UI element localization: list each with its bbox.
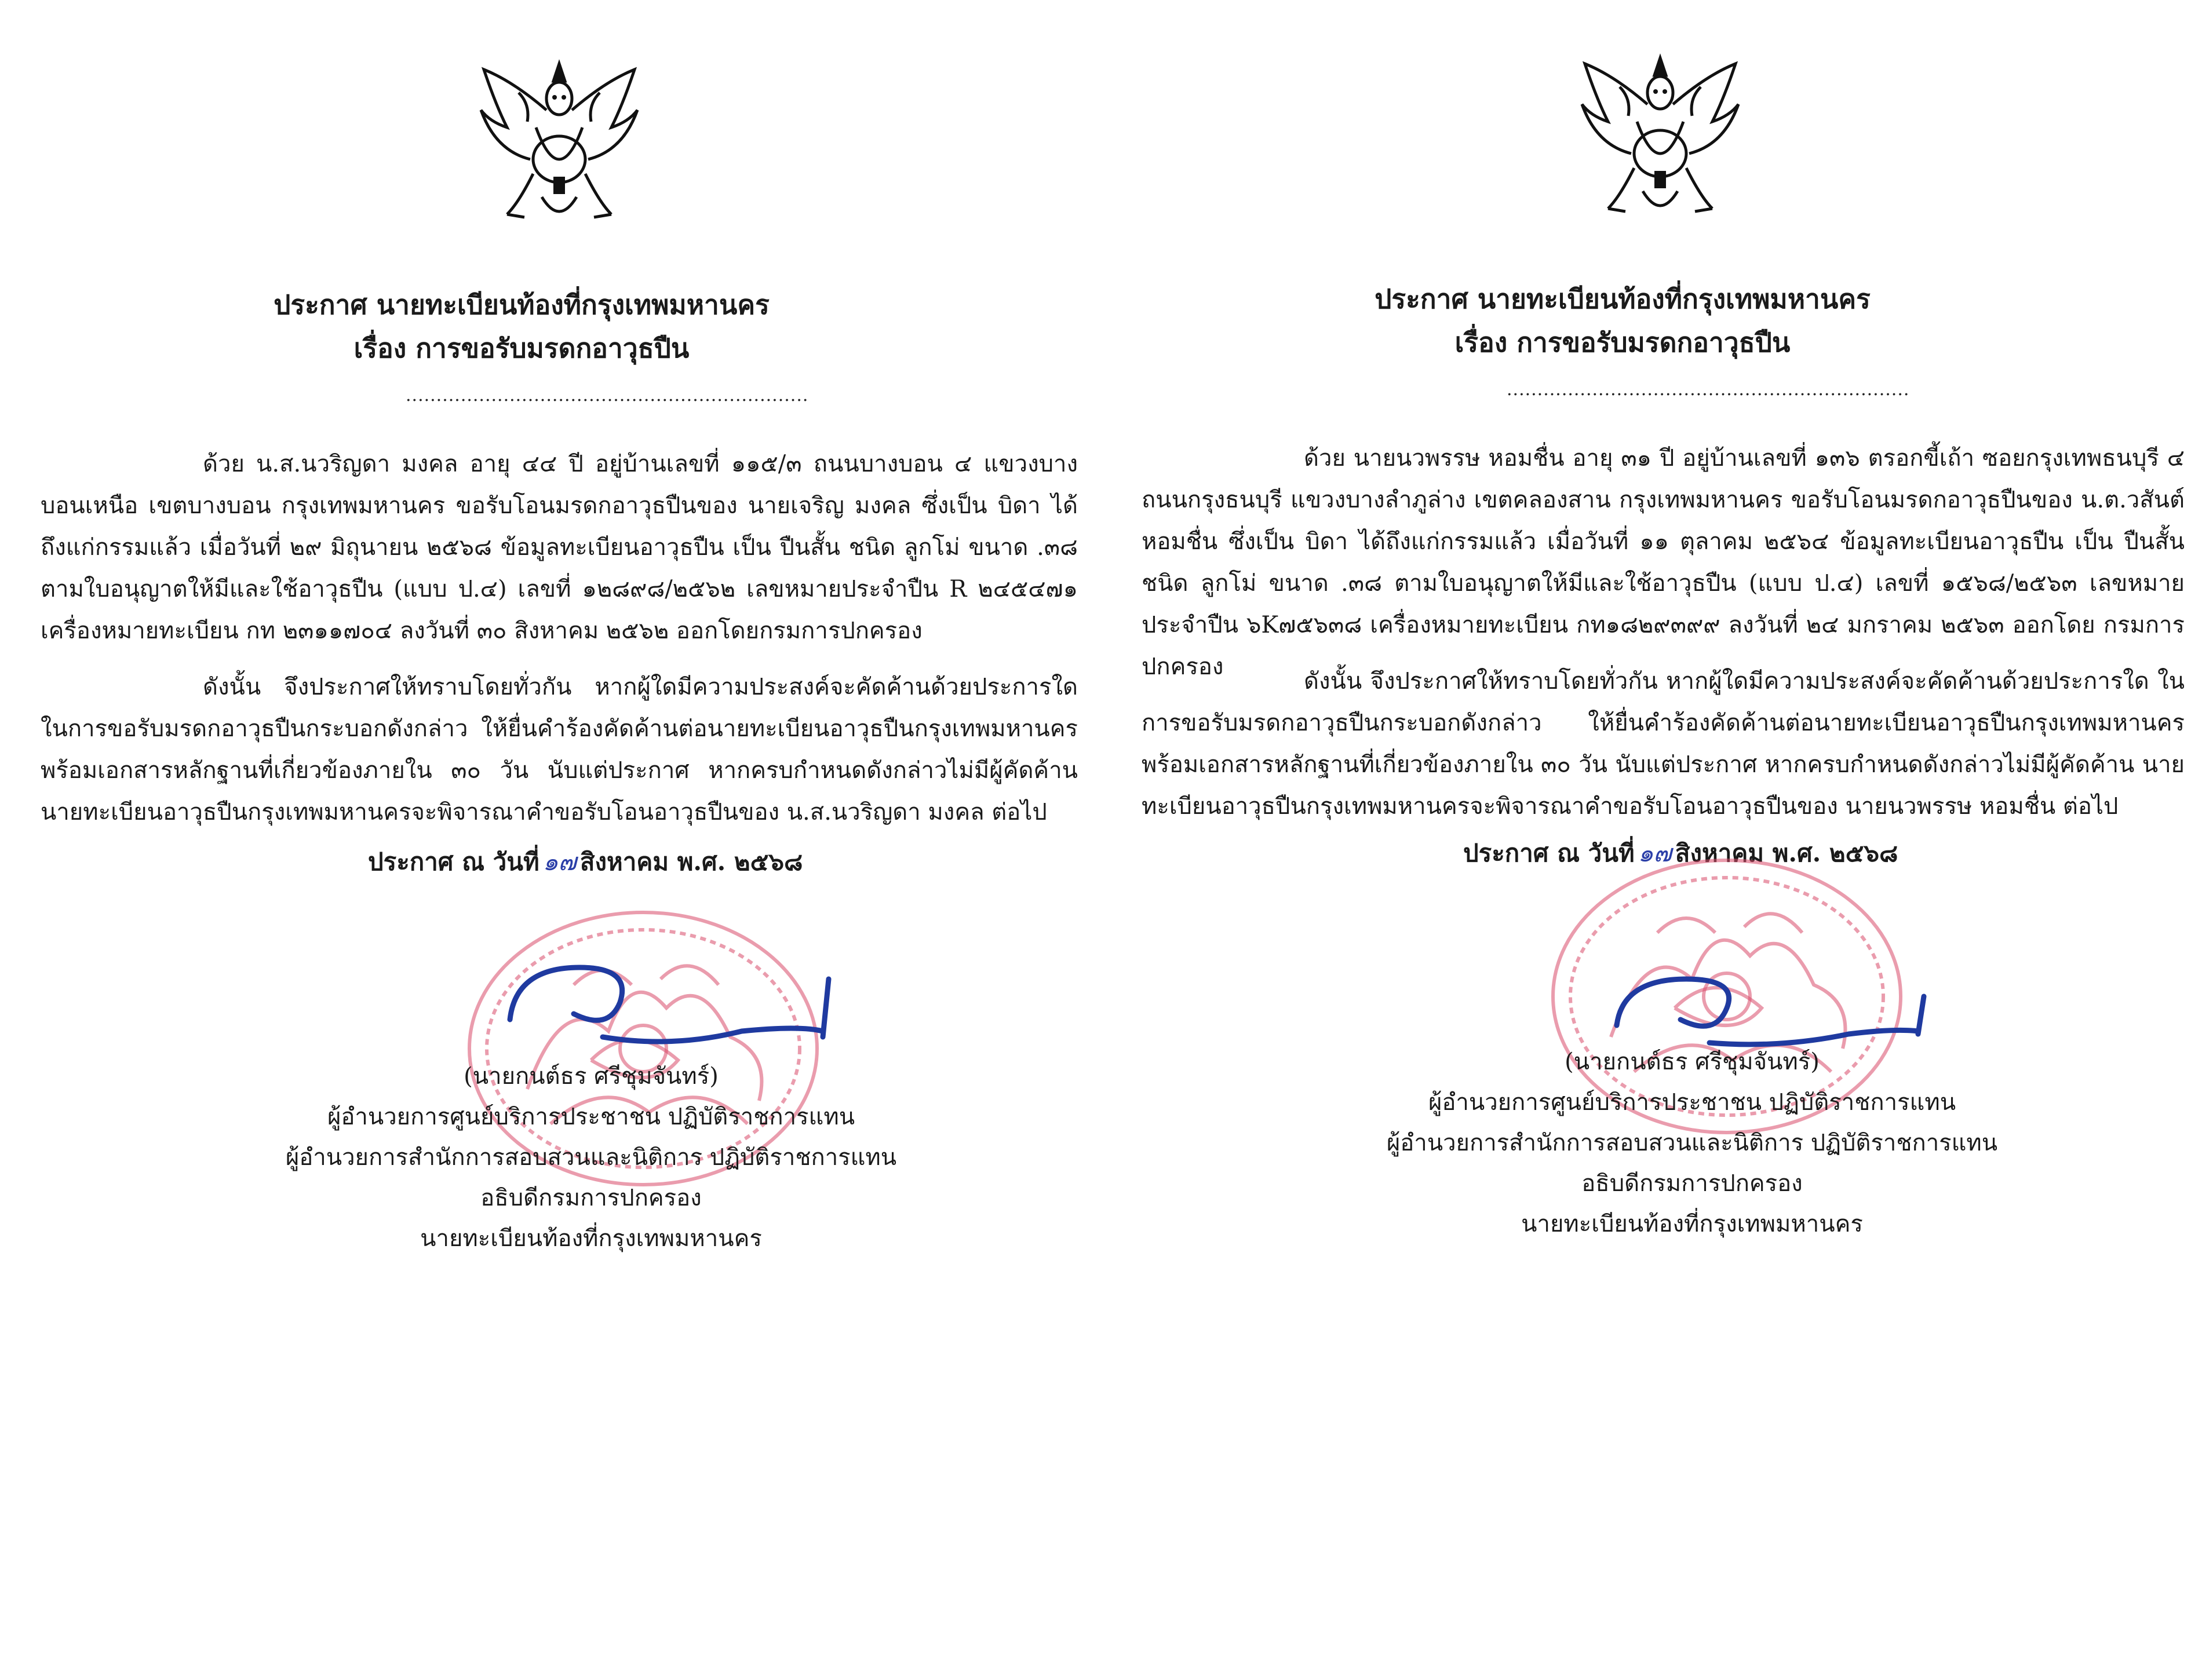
title-separator: ..................................................................: [406, 385, 809, 406]
paragraph-2-text: ดังนั้น จึงประกาศให้ทราบโดยทั่วกัน หากผู้ใดมีความประสงค์จะคัดค้านด้วยประการใด ในการขอรับมรดกอาวุธปืนกระบอกดังกล่าว ให้ยื่นคำร้องคัดค้านต่อนายทะเบียนอาวุธปืนกรุงเทพมหานคร พร้อมเอกสารหลักฐานที่เกี่ยวข้องภายใน ๓๐ วัน นับแต่ประกาศ หากครบกำหนดดังกล่าวไม่มีผู้คัดค้าน นายทะเบียนอาวุธปืนกรุงเทพมหานครจะพิจารณาคำขอรับโอนอาวุธปืนของ น.ส.นวริญดา มงคล ต่อไป: [41, 674, 1078, 826]
paragraph-2: [1142, 660, 2185, 827]
signer-position-2: ผู้อำนวยการสำนักการสอบสวนและนิติการ ปฏิบัติราชการแทน: [1386, 1130, 1998, 1156]
notice-title: ประกาศ นายทะเบียนท้องที่กรุงเทพมหานคร: [1375, 283, 1871, 315]
garuda-emblem-icon: [472, 58, 646, 232]
signer-position-4: นายทะเบียนท้องที่กรุงเทพมหานคร: [420, 1225, 762, 1252]
signer-position-1: ผู้อำนวยการศูนย์บริการประชาชน ปฏิบัติราชการแทน: [1428, 1089, 1956, 1116]
notice-right: [1101, 0, 2202, 1680]
announcement-date: [368, 843, 803, 881]
paragraph-1-text: ด้วย นายนวพรรษ หอมชื่น อายุ ๓๑ ปี อยู่บ้านเลขที่ ๑๓๖ ตรอกขี้เถ้า ซอยกรุงเทพธนบุรี ๔ ถนนกรุงธนบุรี แขวงบางลำภูล่าง เขตคลองสาน กรุงเทพมหานคร ขอรับโอนมรดกอาวุธปืนของ น.ต.วสันต์ หอมชื่น ซึ่งเป็น บิดา ได้ถึงแก่กรรมแล้ว เมื่อวันที่ ๑๑ ตุลาคม ๒๕๖๔ ข้อมูลทะเบียนอาวุธปืน เป็น ปืนสั้น ชนิด ลูกโม่ ขนาด .๓๘ ตามใบอนุญาตให้มีและใช้อาวุธปืน (แบบ ป.๔) เลขที่ ๑๕๖๘/๒๕๖๓ เลขหมายประจำปืน ๖K๗๕๖๓๘ เครื่องหมายทะเบียน กท๑๘๒๙๓๙๙ ลงวันที่ ๒๔ มกราคม ๒๕๖๓ ออกโดย กรมการปกครอง: [1142, 445, 2185, 680]
notice-title: ประกาศ นายทะเบียนท้องที่กรุงเทพมหานคร: [274, 289, 770, 320]
signer-position-3: อธิบดีกรมการปกครอง: [1581, 1170, 1803, 1197]
date-prefix: ประกาศ ณ วันที่: [368, 848, 539, 876]
signer-name: (นายกนต์ธร ศรีชุมจันทร์): [464, 1063, 719, 1090]
signer-name: (นายกนต์ธร ศรีชุมจันทร์): [1565, 1049, 1820, 1075]
date-day-handwritten: ๑๗: [542, 848, 577, 876]
paragraph-1: [1142, 437, 2185, 688]
date-suffix: สิงหาคม พ.ศ. ๒๕๖๘: [579, 848, 803, 876]
paragraph-2-text: ดังนั้น จึงประกาศให้ทราบโดยทั่วกัน หากผู้ใดมีความประสงค์จะคัดค้านด้วยประการใด ในการขอรับมรดกอาวุธปืนกระบอกดังกล่าว ให้ยื่นคำร้องคัดค้านต่อนายทะเบียนอาวุธปืนกรุงเทพมหานคร พร้อมเอกสารหลักฐานที่เกี่ยวข้องภายใน ๓๐ วัน นับแต่ประกาศ หากครบกำหนดดังกล่าวไม่มีผู้คัดค้าน นายทะเบียนอาวุธปืนกรุงเทพมหานครจะพิจารณาคำขอรับโอนอาวุธปืนของ นายนวพรรษ หอมชื่น ต่อไป: [1142, 668, 2185, 820]
handwritten-signature: [498, 950, 869, 1054]
date-prefix: ประกาศ ณ วันที่: [1463, 839, 1635, 867]
paragraph-1-text: ด้วย น.ส.นวริญดา มงคล อายุ ๔๔ ปี อยู่บ้านเลขที่ ๑๑๕/๓ ถนนบางบอน ๔ แขวงบางบอนเหนือ เขตบางบอน กรุงเทพมหานคร ขอรับโอนมรดกอาวุธปืนของ นายเจริญ มงคล ซึ่งเป็น บิดา ได้ถึงแก่กรรมแล้ว เมื่อวันที่ ๒๙ มิถุนายน ๒๕๖๘ ข้อมูลทะเบียนอาวุธปืน เป็น ปืนสั้น ชนิด ลูกโม่ ขนาด .๓๘ ตามใบอนุญาตให้มีและใช้อาวุธปืน (แบบ ป.๔) เลขที่ ๑๒๘๙๘/๒๕๖๒ เลขหมายประจำปืน R ๒๔๕๔๗๑ เครื่องหมายทะเบียน กท ๒๓๑๑๗๐๔ ลงวันที่ ๓๐ สิงหาคม ๒๕๖๒ ออกโดยกรมการปกครอง: [41, 451, 1078, 644]
notice-subject: เรื่อง การขอรับมรดกอาวุธปืน: [353, 333, 690, 364]
date-suffix: สิงหาคม พ.ศ. ๒๕๖๘: [1675, 839, 1898, 867]
paragraph-2: [41, 666, 1078, 833]
garuda-emblem-icon: [1573, 52, 1747, 226]
title-separator: ..................................................................: [1507, 379, 1910, 400]
date-day-handwritten: ๑๗: [1638, 839, 1672, 867]
paragraph-1: [41, 443, 1078, 652]
signer-position-2: ผู้อำนวยการสำนักการสอบสวนและนิติการ ปฏิบัติราชการแทน: [285, 1144, 897, 1171]
signer-position-4: นายทะเบียนท้องที่กรุงเทพมหานคร: [1521, 1211, 1863, 1237]
signer-position-1: ผู้อำนวยการศูนย์บริการประชาชน ปฏิบัติราชการแทน: [327, 1104, 855, 1130]
notice-subject: เรื่อง การขอรับมรดกอาวุธปืน: [1454, 327, 1791, 358]
announcement-date: [1463, 834, 1898, 872]
signer-position-3: อธิบดีกรมการปกครอง: [480, 1185, 702, 1211]
